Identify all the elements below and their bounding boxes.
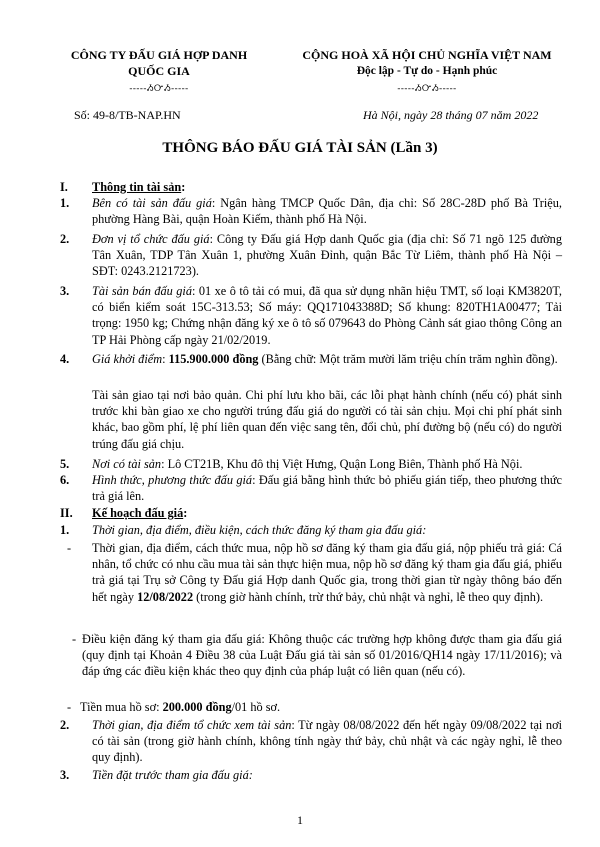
bullet-dash: - (67, 700, 72, 714)
document-fee: Tiền mua hồ sơ: 200.000 đồng/01 hồ sơ. (80, 700, 281, 714)
registration-heading: Thời gian, địa điểm, điều kiện, cách thức đăng ký tham gia đấu giá: (92, 523, 427, 537)
asset-conditions: Tài sản giao tại nơi bảo quản. Chi phí lưu kho bãi, các lỗi phạt hành chính (nếu có) phát sinh trước khi bàn giao xe cho người trúng đấu giá do người có tài sản chịu. Mọi chi phí phát sinh khác, bao gồm phí, lệ phí liên quan đến việc sang tên, đổi chủ, phí đường bộ (nếu có) do người trúng đấu giá chịu. (92, 388, 562, 451)
place-date: Hà Nội, ngày 28 tháng 07 năm 2022 (363, 108, 539, 122)
item-number: 4. (60, 352, 70, 366)
item-number: 3. (60, 768, 70, 782)
item-number: 2. (60, 232, 70, 246)
bullet-dash: - (67, 541, 72, 555)
org-name-line2: QUỐC GIA (128, 64, 190, 78)
item-asset: Tài sản bán đấu giá: 01 xe ô tô tải có mui, đã qua sử dụng nhãn hiệu TMT, số loại KM3820T, có biển kiểm soát 15C-313.53; Số máy: QQ171043388D; Số khung: 820TH1A00477; Tải trọng: 1950 kg; Chứng nhận đăng ký xe ô tô số 079643 do Phòng Cảnh sát giao thông Công an TP Hải Phòng cấp ngày 21/02/2019. (92, 284, 562, 347)
item-number: 2. (60, 718, 70, 732)
section-number: I. (60, 180, 68, 194)
item-number: 5. (60, 457, 70, 471)
viewing-schedule: Thời gian, địa điểm tổ chức xem tài sản: Từ ngày 08/08/2022 đến hết ngày 09/08/2022 tại nơi có tài sản (trong giờ hành chính, không tính ngày thứ bảy, chủ nhật và các ngày nghỉ, lễ theo quy định). (92, 718, 562, 765)
item-auction-method: Hình thức, phương thức đấu giá: Đấu giá bằng hình thức bỏ phiếu gián tiếp, theo phương thức trả giá lên. (92, 473, 562, 504)
deposit-heading: Tiền đặt trước tham gia đấu giá: (92, 768, 253, 782)
document-number: Số: 49-8/TB-NAP.HN (74, 108, 181, 122)
item-number: 6. (60, 473, 70, 487)
item-number: 1. (60, 523, 70, 537)
item-owner: Bên có tài sản đấu giá: Ngân hàng TMCP Quốc Dân, địa chỉ: Số 28C-28D phố Bà Triệu, phường Hàng Bài, quận Hoàn Kiếm, thành phố Hà Nội. (92, 196, 562, 227)
item-starting-price: Giá khởi điểm: 115.900.000 đồng (Bằng chữ: Một trăm mười lăm triệu chín trăm nghìn đồng). (92, 352, 558, 366)
registration-time-place: Thời gian, địa điểm, cách thức mua, nộp hồ sơ đăng ký tham gia đấu giá, nộp phiếu trả giá: Cá nhân, tổ chức có nhu cầu mua tài sản thực hiện mua, nộp hồ sơ đăng ký tham gia đấu giá, phiếu trả giá tại Trụ sở Công ty Đấu giá Hợp danh Quốc gia, trong thời gian từ ngày thông báo đến hết ngày 12/08/2022 (trong giờ hành chính, trừ thứ bảy, chủ nhật và nghỉ, lễ theo quy định). (92, 541, 562, 604)
item-number: 1. (60, 196, 70, 210)
ornament-left: -----ᏱᏅᏱ----- (129, 83, 189, 93)
item-number: 3. (60, 284, 70, 298)
ornament-right: -----ᏱᏅᏱ----- (397, 83, 457, 93)
section-heading: Kế hoạch đấu giá: (92, 506, 188, 520)
item-organizer: Đơn vị tổ chức đấu giá: Công ty Đấu giá Hợp danh Quốc gia (địa chỉ: Số 71 ngõ 125 đường Tân Xuân, TDP Tân Xuân 1, phường Xuân Đỉnh, quận Bắc Từ Liêm, thành phố Hà Nội – SĐT: 0243.2121723). (92, 232, 562, 279)
bullet-dash: - (72, 632, 77, 646)
page-number: 1 (297, 813, 303, 827)
org-name-line1: CÔNG TY ĐẤU GIÁ HỢP DANH (70, 48, 248, 62)
country-name: CỘNG HOÀ XÃ HỘI CHỦ NGHĨA VIỆT NAM (302, 48, 552, 62)
item-location: Nơi có tài sản: Lô CT21B, Khu đô thị Việt Hưng, Quận Long Biên, Thành phố Hà Nội. (92, 457, 523, 471)
page-title: THÔNG BÁO ĐẤU GIÁ TÀI SẢN (Lần 3) (162, 140, 438, 156)
motto: Độc lập - Tự do - Hạnh phúc (356, 65, 498, 77)
section-heading: Thông tin tài sản: (92, 180, 186, 194)
section-number: II. (60, 506, 73, 520)
registration-conditions: Điều kiện đăng ký tham gia đấu giá: Không thuộc các trường hợp không được tham gia đấu giá (quy định tại Khoản 4 Điều 38 của Luật Đấu giá tài sản số 01/2016/QH14 ngày 17/11/2016); và đáp ứng các điều kiện khác theo quy định của pháp luật có liên quan (nếu có). (82, 632, 562, 679)
